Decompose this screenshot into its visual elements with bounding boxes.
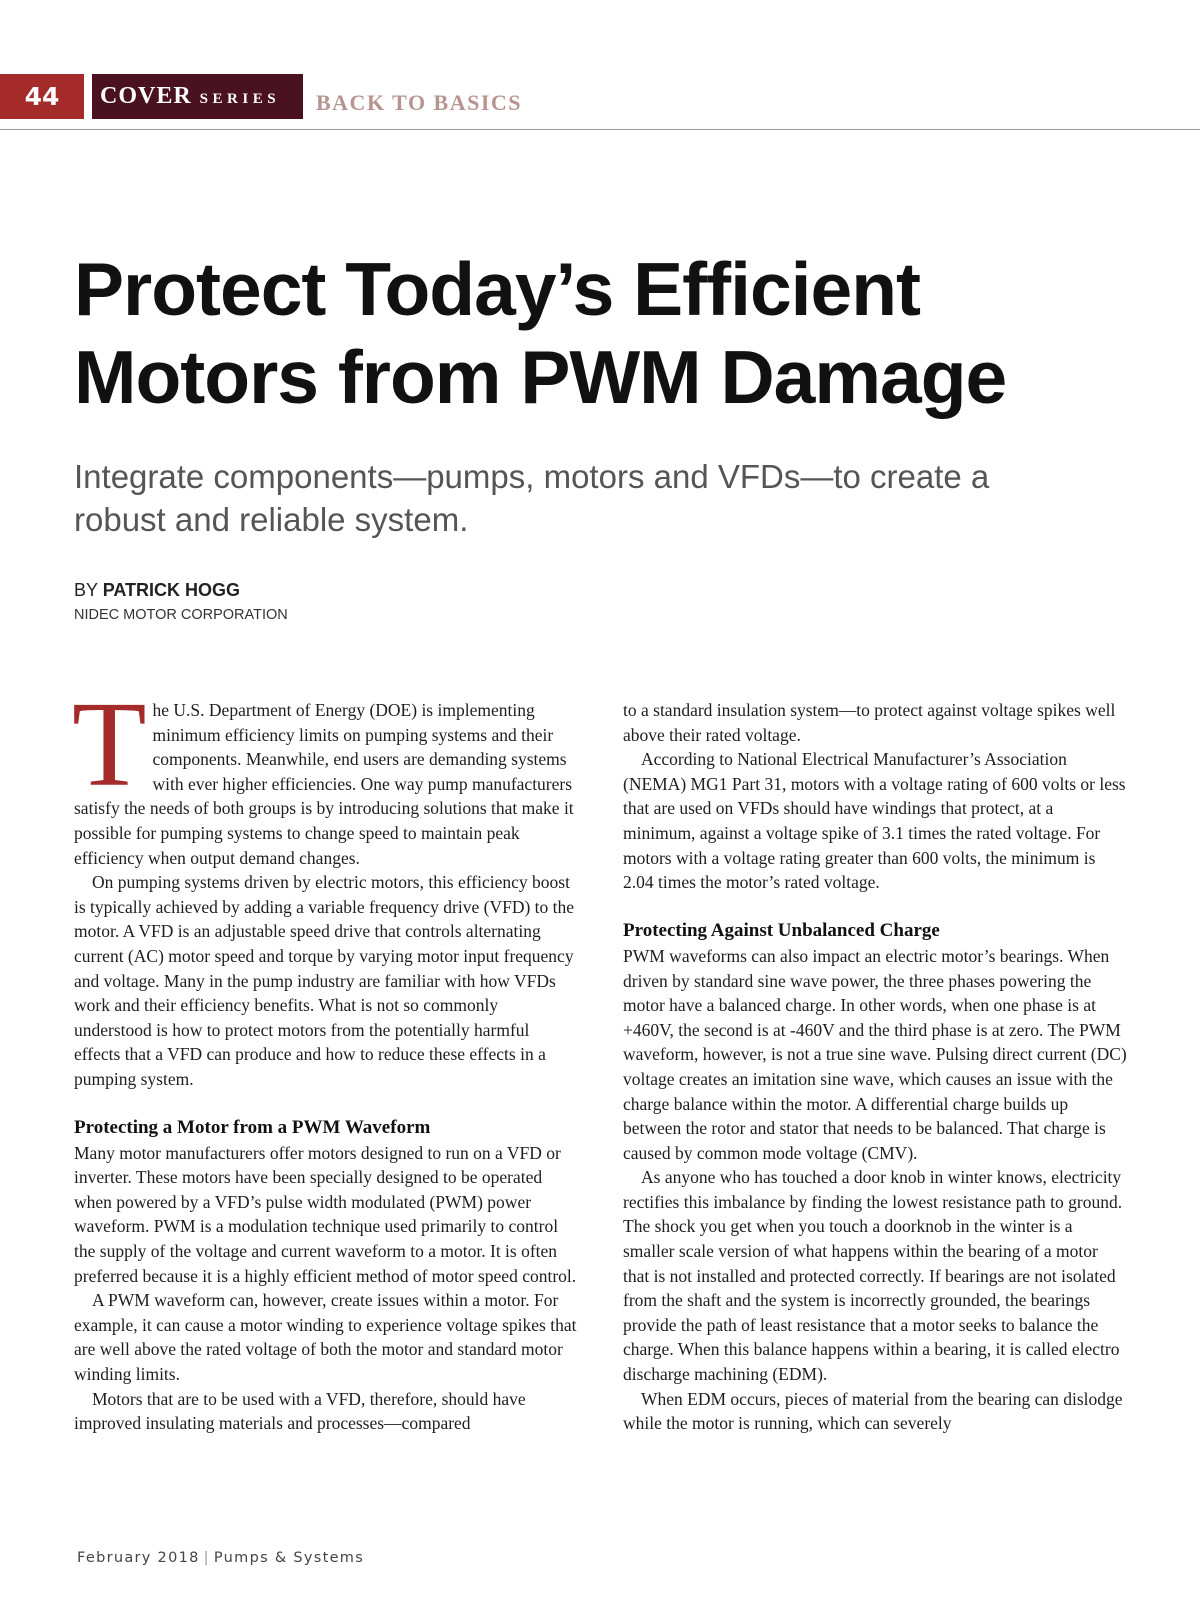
paragraph: Many motor manufacturers offer motors designed to run on a VFD or inverter. These motors have been specially designed to be operated when powered by a VFD’s pulse width modulated (PWM) power waveform. PWM is a modulation technique used primarily to control the supply of the voltage and current waveform to a motor. It is often preferred because it is a highly efficient method of motor speed control. (74, 1142, 577, 1286)
author-affiliation: NIDEC MOTOR CORPORATION (74, 607, 288, 623)
subtitle-line-1: Integrate components—pumps, motors and VFDs—to create a (74, 458, 990, 495)
series-label: SERIES (199, 91, 281, 107)
cover-series-banner (92, 74, 303, 119)
body-column-left (72, 677, 579, 1436)
article-subtitle (74, 455, 1074, 541)
paragraph: Motors that are to be used with a VFD, therefore, should have improved insulating materials and processes—compared (74, 1388, 526, 1434)
title-line-1: Protect Today’s Efficient (74, 247, 920, 331)
paragraph: to a standard insulation system—to protect against voltage spikes well above their rated voltage. (623, 700, 1116, 745)
paragraph: PWM waveforms can also impact an electric motor’s bearings. When driven by standard sine wave power, the three phases powering the motor have a balanced charge. In other words, when one phase is at +460V, the second is at -460V and the third phase is at zero. The PWM waveform, however, is not a true sine wave. Pulsing direct current (DC) voltage creates an imitation sine wave, which causes an issue with the charge balance within the motor. A differential charge builds up between the rotor and stator that needs to be balanced. That charge is caused by common mode voltage (CMV). (623, 945, 1127, 1163)
footer-publication: Pumps & Systems (213, 1550, 365, 1566)
title-line-2: Motors from PWM Damage (74, 335, 1007, 419)
article-title (74, 245, 1154, 421)
header-divider (0, 129, 1200, 130)
page-number: 44 (0, 74, 84, 119)
section-label: BACK TO BASICS (316, 90, 523, 115)
byline-prefix: BY (74, 580, 98, 600)
paragraph: A PWM waveform can, however, create issues within a motor. For example, it can cause a motor winding to experience voltage spikes that are well above the rated voltage of both the motor and standard motor winding limits. (74, 1290, 577, 1385)
subtitle-line-2: robust and reliable system. (74, 501, 469, 538)
paragraph: As anyone who has touched a door knob in winter knows, electricity rectifies this imbalance by finding the lowest resistance path to ground. The shock you get when you touch a doorknob in the winter is a smaller scale version of what happens within the bearing of a motor that is not installed and protected correctly. If bearings are not isolated from the shaft and the system is incorrectly grounded, the bearings provide the path of least resistance that a motor seeks to balance the charge. When this balance happens within a bearing, it is called electro discharge machining (EDM). (623, 1167, 1123, 1385)
body-column-right (623, 698, 1128, 1436)
section-heading: Protecting Against Unbalanced Charge (623, 920, 940, 942)
page-footer (77, 1550, 364, 1566)
section-heading: Protecting a Motor from a PWM Waveform (74, 1117, 431, 1139)
byline (74, 580, 240, 601)
footer-date: February 2018 (77, 1550, 200, 1566)
author-name: PATRICK HOGG (102, 580, 241, 600)
drop-cap: T (72, 677, 147, 812)
paragraph: When EDM occurs, pieces of material from the bearing can dislodge while the motor is running, which can severely (623, 1388, 1123, 1434)
paragraph: According to National Electrical Manufacturer’s Association (NEMA) MG1 Part 31, motors with a voltage rating of 600 volts or less that are used on VFDs should have windings that protect, at a minimum, against a voltage spike of 3.1 times the rated voltage. For motors with a voltage rating greater than 600 volts, the minimum is 2.04 times the motor’s rated voltage. (623, 749, 1126, 893)
cover-label: COVER (100, 83, 192, 109)
paragraph: On pumping systems driven by electric motors, this efficiency boost is typically achieved by adding a variable frequency drive (VFD) to the motor. A VFD is an adjustable speed drive that controls alternating current (AC) motor speed and torque by varying motor input frequency and voltage. Many in the pump industry are familiar with how VFDs work and their efficiency benefits. What is not so commonly understood is how to protect motors from the potentially harmful effects that a VFD can produce and how to reduce these effects in a pumping system. (74, 872, 575, 1089)
footer-separator: | (203, 1550, 210, 1566)
paragraph: he U.S. Department of Energy (DOE) is implementing minimum efficiency limits on pumping systems and their components. Meanwhile, end users are demanding systems with ever higher efficiencies. One way pump manufacturers satisfy the needs of both groups is by introducing solutions that make it possible for pumping systems to change speed to maintain peak efficiency when output demand changes. (74, 700, 574, 868)
